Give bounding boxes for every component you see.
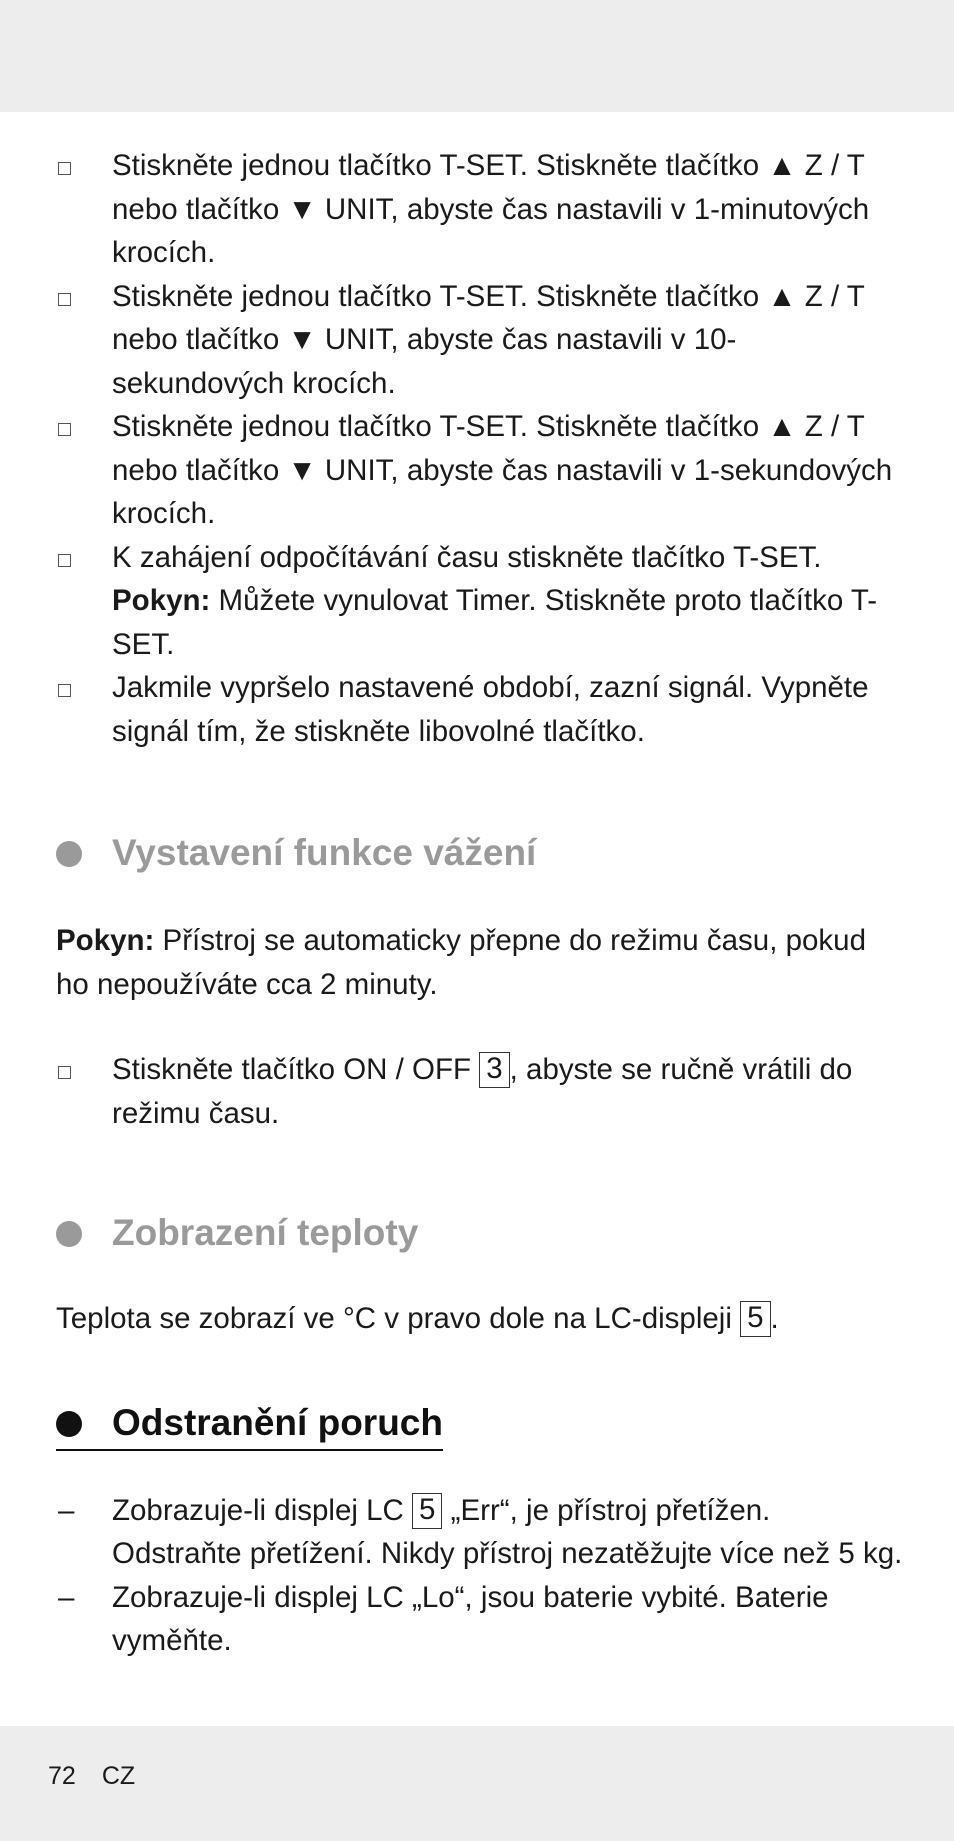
weighing-note: Pokyn: Přístroj se automaticky přepne do režimu času, pokud ho nepoužíváte cca 2 minuty. [56,924,866,1001]
list-item: Jakmile vypršelo nastavené období, zazní signál. Vypněte signál tím, že stiskněte libovolné tlačítko. [56,666,906,753]
dash-bullet: – [58,1493,75,1527]
list-item: – Zobrazuje-li displej LC 5 „Err“, je přístroj přetížen. Odstraňte přetížení. Nikdy přístroj nezatěžujte více než 5 kg. [56,1489,906,1576]
list-item: Stiskněte jednou tlačítko T-SET. Stiskněte tlačítko ▲ Z / T nebo tlačítko ▼ UNIT, abyste čas nastavili v 1-minutových krocích. [56,144,906,275]
bullet-dot-icon [56,841,82,867]
list-item: Stiskněte tlačítko ON / OFF 3 , abyste se ručně vrátili do režimu času. [56,1048,906,1135]
troubleshooting-list [56,1489,906,1663]
checkbox-square-icon [58,423,71,436]
top-margin-band [0,0,954,112]
list-item: – Zobrazuje-li displej LC „Lo“, jsou baterie vybité. Baterie vyměňte. [56,1576,906,1663]
list-item: Stiskněte jednou tlačítko T-SET. Stiskněte tlačítko ▲ Z / T nebo tlačítko ▼ UNIT, abyste čas nastavili v 1-sekundových krocích. [56,405,906,536]
checkbox-square-icon [58,554,71,567]
list-item: Stiskněte jednou tlačítko T-SET. Stiskněte tlačítko ▲ Z / T nebo tlačítko ▼ UNIT, abyste čas nastavili v 10-sekundových krocích. [56,275,906,406]
checkbox-square-icon [58,293,71,306]
reference-number-box: 5 [412,1493,442,1529]
dash-bullet: – [58,1580,75,1614]
bullet-dot-icon [56,1411,82,1437]
checkbox-square-icon [58,1066,71,1079]
note-label: Pokyn: [112,584,211,617]
page-content [56,144,906,1663]
reference-number-box: 5 [740,1301,770,1337]
checkbox-square-icon [58,684,71,697]
page-footer [48,1762,161,1791]
bullet-dot-icon [56,1221,82,1247]
checkbox-square-icon [58,162,71,175]
list-item: K zahájení odpočítávání času stiskněte tlačítko T-SET. Pokyn: Můžete vynulovat Timer. Stiskněte proto tlačítko T-SET. [56,536,906,667]
reference-number-box: 3 [479,1052,509,1088]
weighing-steps-list [56,1048,906,1135]
language-code: CZ [101,1762,136,1790]
temperature-text: Teplota se zobrazí ve °C v pravo dole na LC-displeji 5 . [56,1301,779,1335]
timer-steps-list [56,144,906,753]
page-number: 72 [48,1762,76,1790]
note-label: Pokyn: [56,924,155,957]
section-heading-weighing: Vystavení funkce vážení [56,829,906,877]
section-heading-temperature: Zobrazení teploty [56,1209,906,1257]
section-heading-troubleshooting: Odstranění poruch [56,1399,443,1451]
